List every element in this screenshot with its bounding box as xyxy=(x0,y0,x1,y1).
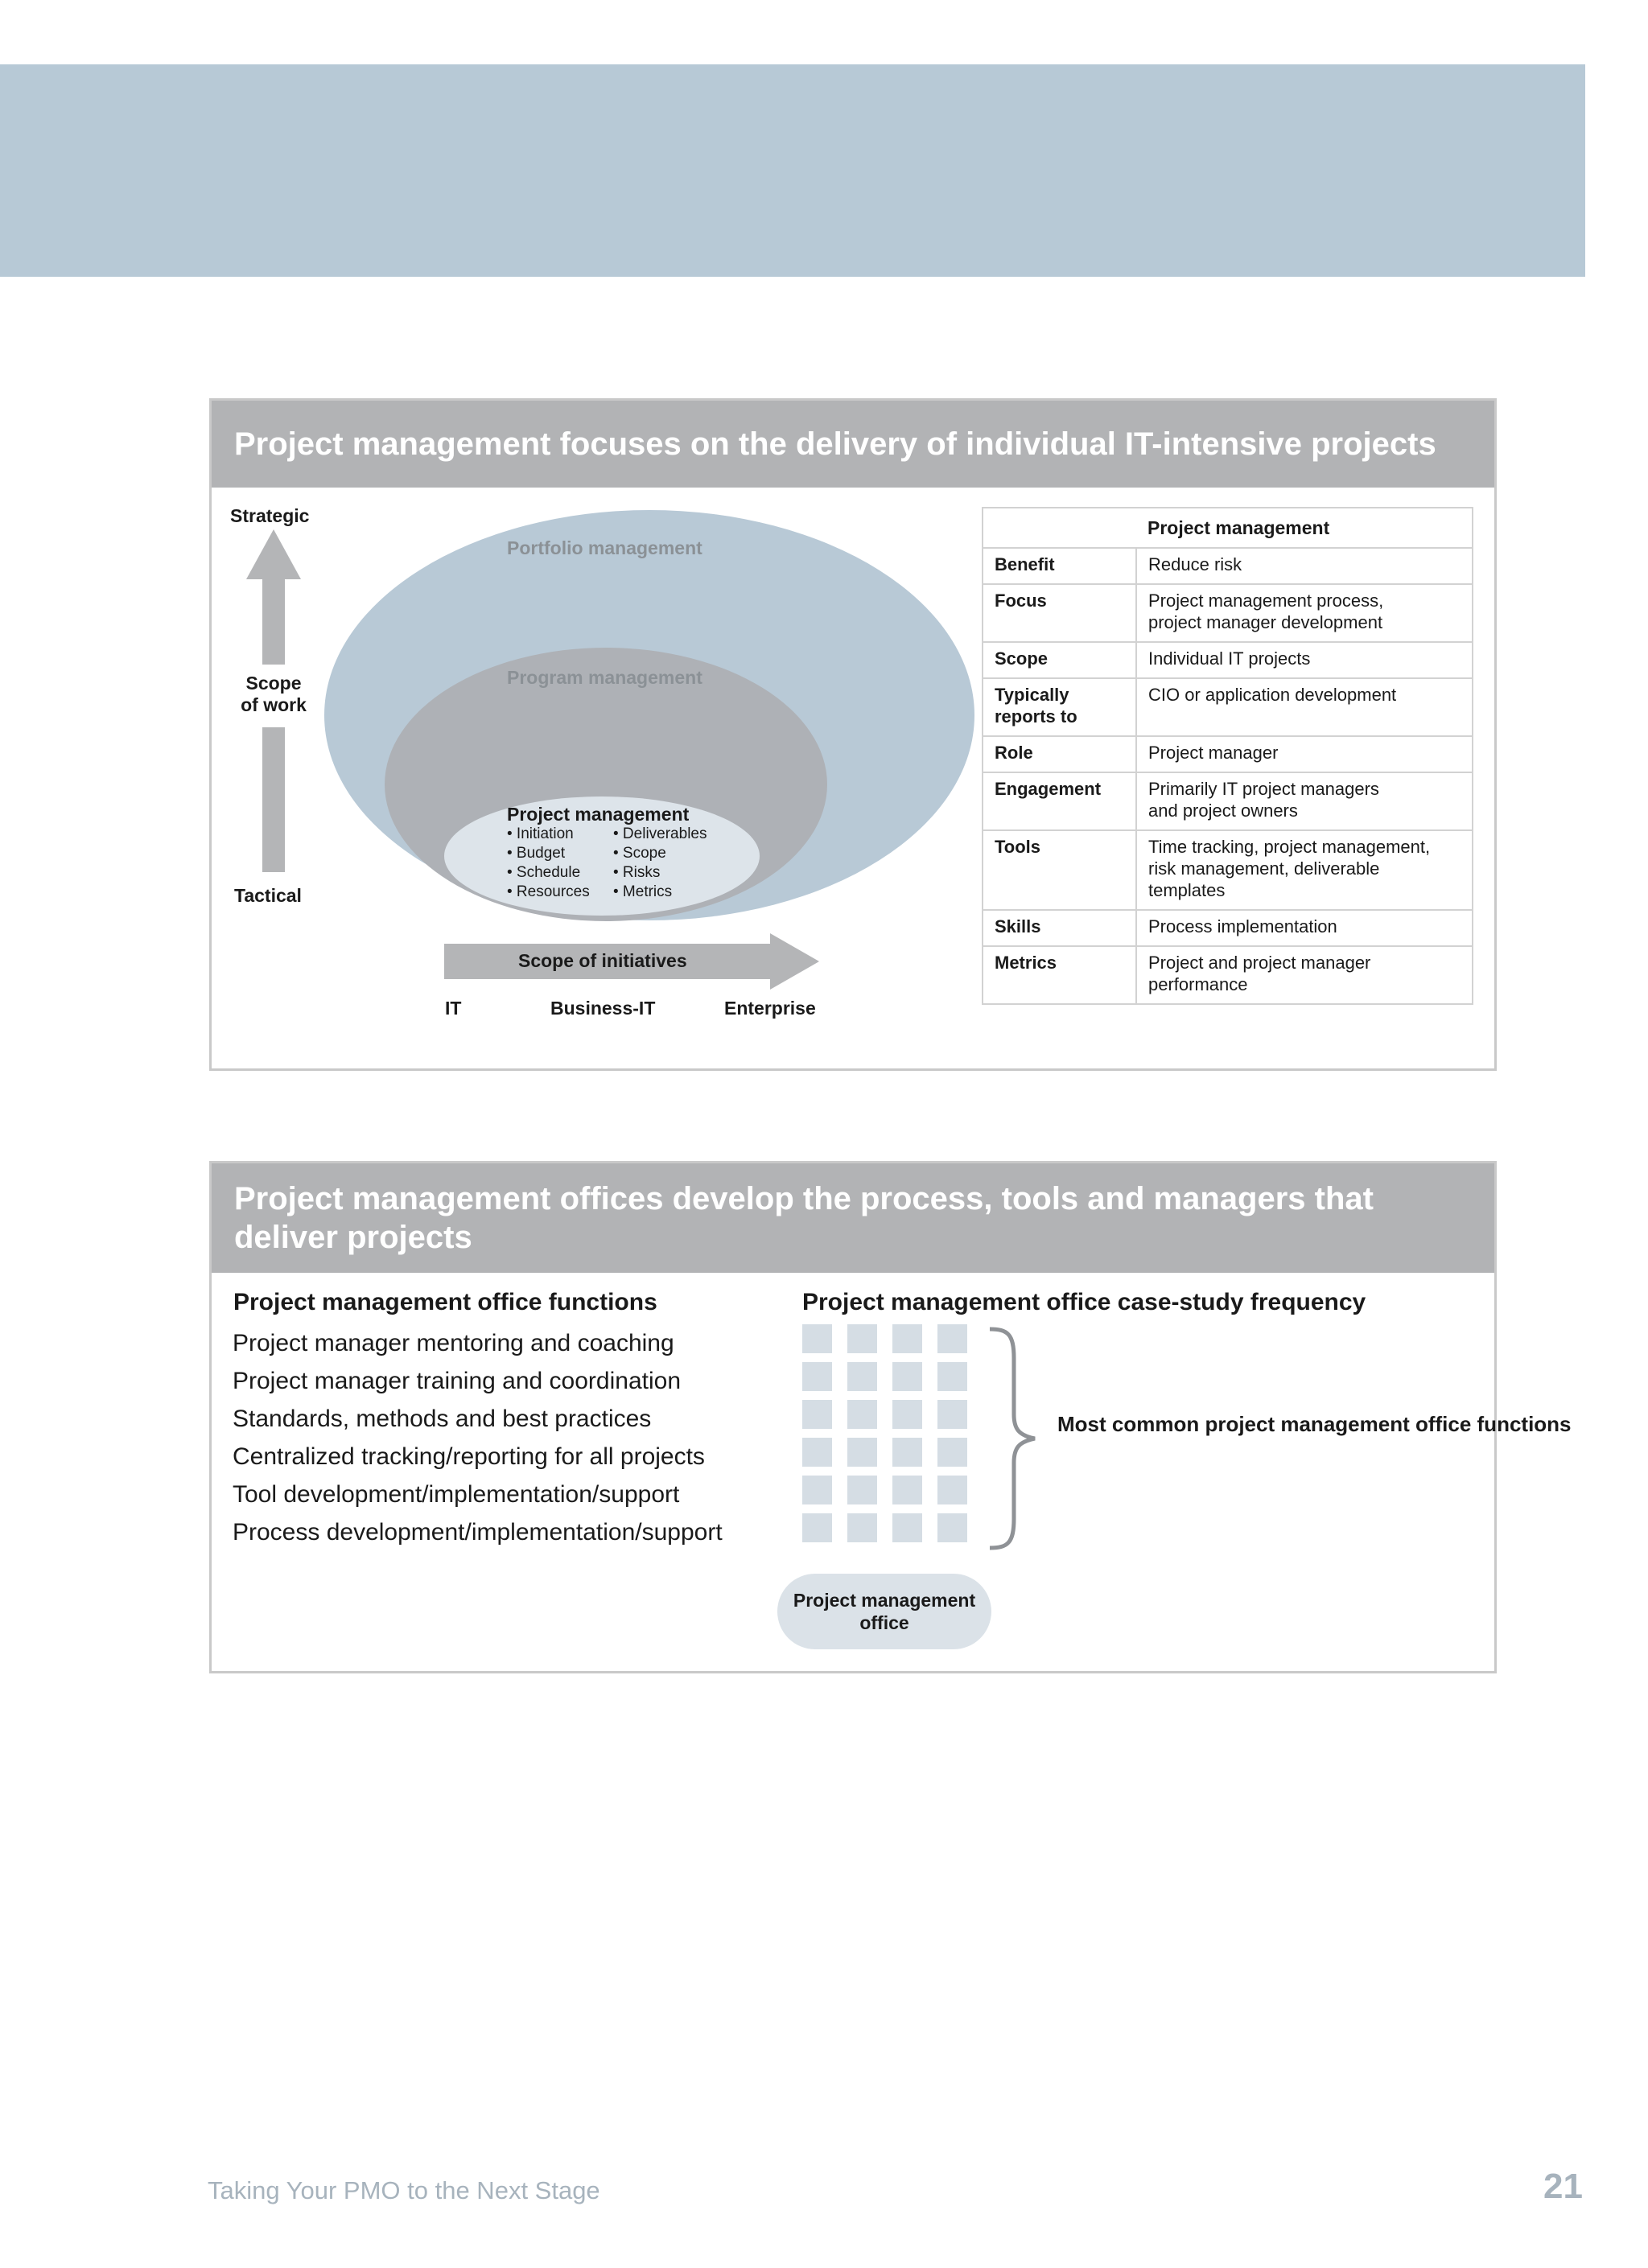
project-bullets-left: • Initiation • Budget • Schedule • Resources xyxy=(507,825,590,900)
axis-scope-of-work-label: Scope of work xyxy=(241,673,307,715)
table-row: Role Project manager xyxy=(983,736,1473,772)
list-item: Project manager mentoring and coaching xyxy=(233,1330,674,1356)
table-row: Skills Process implementation xyxy=(983,910,1473,946)
axis-tactical-label: Tactical xyxy=(234,885,302,906)
header-band xyxy=(0,64,1585,277)
table-row: Focus Project management process, project manager development xyxy=(983,584,1473,642)
list-item: Tool development/implementation/support xyxy=(233,1481,680,1508)
brace-label: Most common project management office functions xyxy=(1057,1412,1572,1436)
table-row: Benefit Reduce risk xyxy=(983,548,1473,584)
axis-strategic-label: Strategic xyxy=(230,505,310,526)
functions-title: Project management office functions xyxy=(233,1289,657,1315)
scale-enterprise-label: Enterprise xyxy=(724,998,816,1019)
pmo-label: Project management office xyxy=(777,1574,991,1649)
table-row: Typically reports to CIO or application development xyxy=(983,678,1473,736)
table-row: Engagement Primarily IT project managers and project owners xyxy=(983,772,1473,830)
brace-icon xyxy=(985,1326,1041,1551)
list-item: Process development/implementation/support xyxy=(233,1519,723,1546)
scope-of-initiatives-label: Scope of initiatives xyxy=(518,950,687,971)
table-row: Metrics Project and project manager performance xyxy=(983,946,1473,1004)
program-management-label: Program management xyxy=(507,667,702,688)
list-item: Centralized tracking/reporting for all projects xyxy=(233,1443,705,1470)
table-row: Scope Individual IT projects xyxy=(983,642,1473,678)
panel-title: Project management offices develop the process, tools and managers that deliver projects xyxy=(212,1163,1494,1273)
table-header: Project management xyxy=(1136,508,1473,548)
portfolio-management-label: Portfolio management xyxy=(507,537,702,558)
list-item: Project manager training and coordination xyxy=(233,1368,682,1394)
panel-title: Project management focuses on the delivery of individual IT-intensive projects xyxy=(212,401,1494,488)
page-number: 21 xyxy=(1543,2167,1583,2206)
table-header-row xyxy=(983,508,1473,548)
footer-title: Taking Your PMO to the Next Stage xyxy=(208,2176,600,2204)
scale-it-label: IT xyxy=(445,998,462,1019)
frequency-grid xyxy=(802,1324,967,1542)
list-item: Standards, methods and best practices xyxy=(233,1406,652,1432)
project-bullets-right: • Deliverables • Scope • Risks • Metrics xyxy=(613,825,707,900)
project-management-label: Project management xyxy=(507,804,690,825)
project-management-table xyxy=(982,507,1473,1005)
table-row: Tools Time tracking, project management, risk management, deliverable templates xyxy=(983,830,1473,910)
scale-business-it-label: Business-IT xyxy=(550,998,656,1019)
functions-list xyxy=(233,1324,723,1551)
frequency-title: Project management office case-study frequency xyxy=(802,1289,1366,1315)
